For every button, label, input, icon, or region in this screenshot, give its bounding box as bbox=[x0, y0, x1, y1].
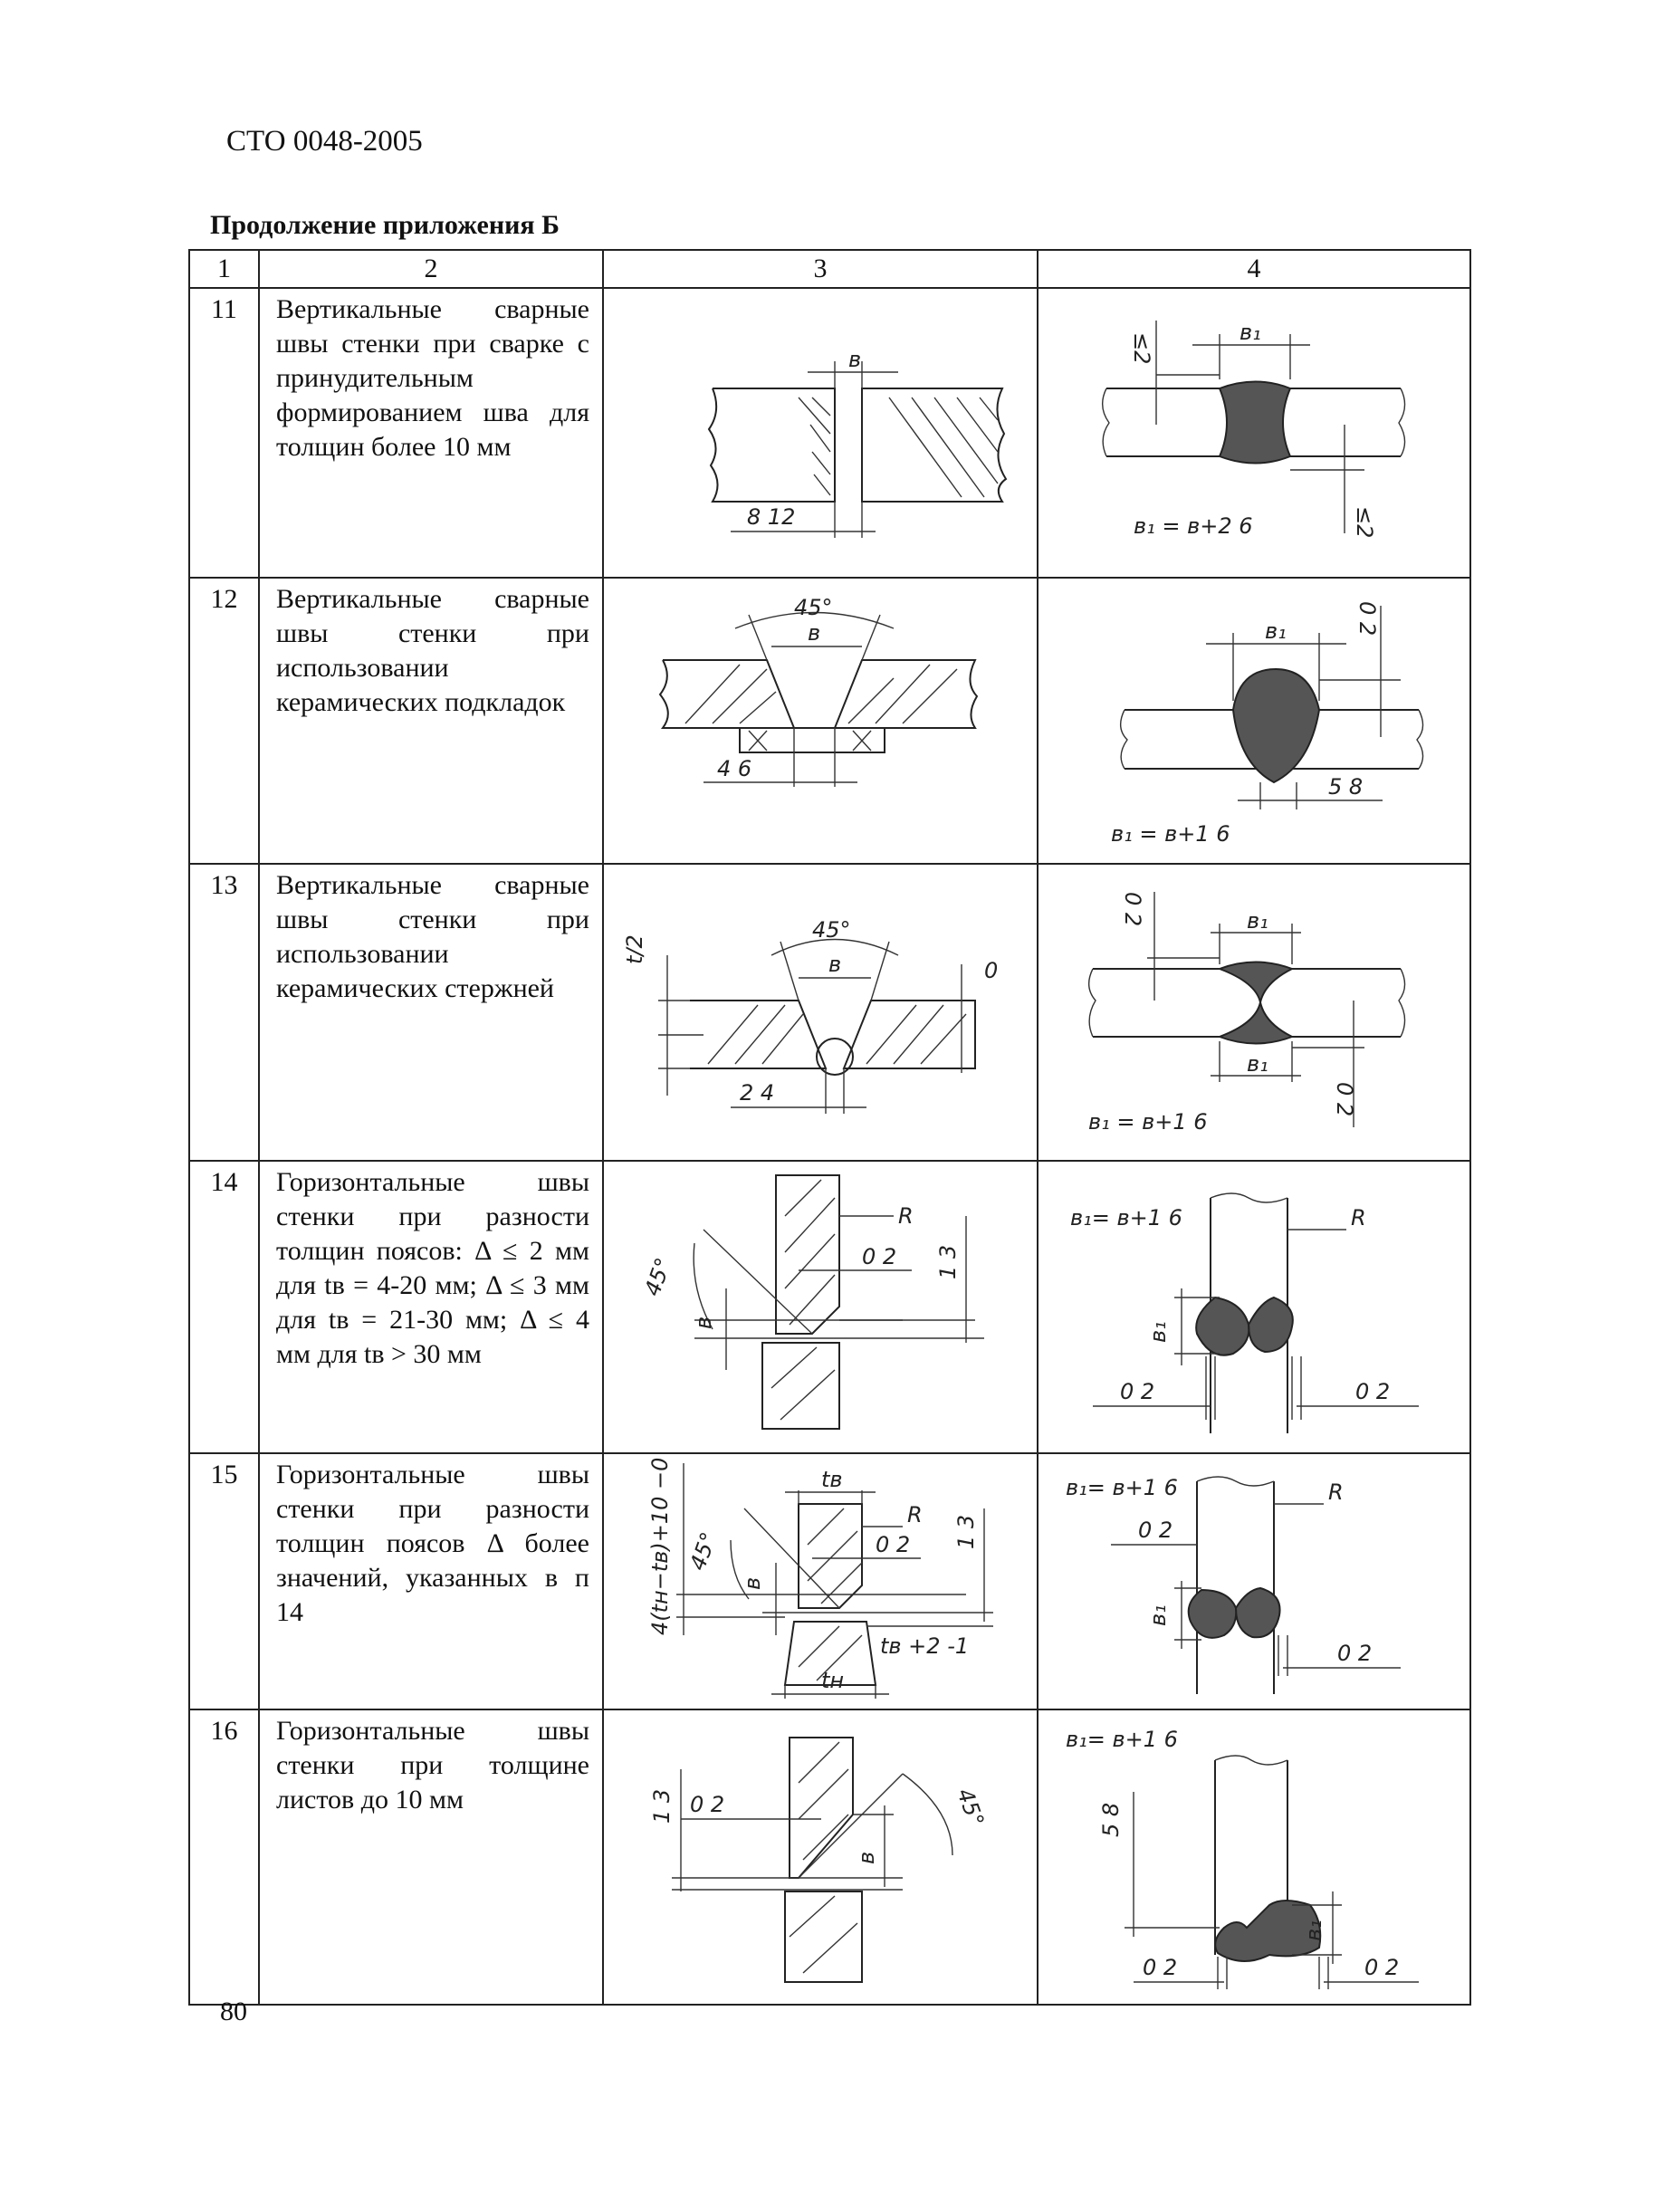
joint-drawing bbox=[603, 1161, 1038, 1453]
table-row bbox=[189, 1453, 1470, 1709]
dim-label: 45° bbox=[794, 595, 833, 620]
dim-label: R bbox=[1328, 1479, 1344, 1505]
dim-label: 45° bbox=[684, 1528, 723, 1575]
joint-drawing bbox=[603, 578, 1038, 864]
dim-label: 0 2 bbox=[876, 1532, 911, 1557]
weld-drawing bbox=[1038, 864, 1470, 1161]
table-row bbox=[189, 864, 1470, 1161]
dim-label: t/2 bbox=[622, 934, 647, 964]
row-number: 11 bbox=[189, 288, 259, 578]
dim-label: в bbox=[740, 1576, 765, 1590]
dim-label: в₁ bbox=[1145, 1321, 1171, 1343]
dim-label: tв bbox=[821, 1467, 843, 1492]
dim-label: 45° bbox=[639, 1254, 677, 1300]
weld-drawing bbox=[1038, 1709, 1470, 2005]
row-description: Горизонтальные швы стенки при разности толщин поясов: Δ ≤ 2 мм для tв = 4-20 мм; Δ ≤ 3 мм для tв = 21-30 мм; Δ ≤ 4 мм для tв > 30 мм bbox=[259, 1161, 603, 1453]
dim-label: 0 2 bbox=[1120, 892, 1145, 927]
column-header: 3 bbox=[603, 250, 1038, 288]
table-row bbox=[189, 1161, 1470, 1453]
dim-label: ≤2 bbox=[1129, 332, 1154, 365]
page-number: 80 bbox=[220, 1997, 247, 2026]
dim-label: ≤2 bbox=[1352, 506, 1377, 539]
column-header: 2 bbox=[259, 250, 603, 288]
column-header: 4 bbox=[1038, 250, 1470, 288]
dim-label: в bbox=[828, 952, 842, 977]
row-description: Горизонтальные швы стенки при толщине листов до 10 мм bbox=[259, 1709, 603, 2005]
dim-label: R bbox=[898, 1203, 914, 1229]
dim-label: в bbox=[848, 347, 862, 372]
dim-label: 0 bbox=[984, 958, 999, 983]
dim-label: в₁ bbox=[1247, 908, 1268, 934]
formula-label: в₁= в+1 6 bbox=[1066, 1475, 1178, 1500]
row-description: Вертикальные сварные швы стенки при использовании керамических стержней bbox=[259, 864, 603, 1161]
joint-drawing bbox=[603, 1453, 1038, 1709]
dim-label: R bbox=[907, 1502, 923, 1527]
row-description: Вертикальные сварные швы стенки при использовании керамических подкладок bbox=[259, 578, 603, 864]
table-row bbox=[189, 288, 1470, 578]
dim-label: 0 2 bbox=[1332, 1082, 1357, 1117]
dim-label: 4 6 bbox=[717, 756, 752, 781]
dim-label: 45° bbox=[952, 1785, 990, 1831]
weld-drawing bbox=[1038, 1453, 1470, 1709]
table-row bbox=[189, 578, 1470, 864]
dim-label: в bbox=[808, 620, 821, 646]
joint-drawing bbox=[603, 1709, 1038, 2005]
column-header: 1 bbox=[189, 250, 259, 288]
formula-label: в₁= в+1 6 bbox=[1070, 1205, 1182, 1230]
section-title: Продолжение приложения Б bbox=[210, 210, 560, 240]
row-description: Вертикальные сварные швы стенки при сварке с принудительным формированием шва для толщин более 10 мм bbox=[259, 288, 603, 578]
row-number: 16 bbox=[189, 1709, 259, 2005]
row-number: 15 bbox=[189, 1453, 259, 1709]
dim-label: в₁ bbox=[1145, 1604, 1171, 1626]
dim-label: в bbox=[854, 1851, 879, 1864]
dim-label: в₁ bbox=[1247, 1051, 1268, 1077]
dim-label: 1 3 bbox=[649, 1788, 675, 1824]
dim-label: tн bbox=[821, 1668, 845, 1693]
row-number: 13 bbox=[189, 864, 259, 1161]
dim-label: в₁ bbox=[1265, 618, 1287, 644]
dim-label: tв +2 -1 bbox=[880, 1633, 970, 1659]
dim-label: 0 2 bbox=[1355, 1379, 1391, 1404]
dim-label: 0 2 bbox=[1337, 1641, 1373, 1666]
row-description: Горизонтальные швы стенки при разности толщин поясов Δ более значений, указанных в п 14 bbox=[259, 1453, 603, 1709]
formula-label: в₁= в+1 6 bbox=[1066, 1727, 1178, 1752]
table-row bbox=[189, 1709, 1470, 2005]
dim-label: R bbox=[1351, 1205, 1366, 1230]
table-header-row bbox=[189, 250, 1470, 288]
dim-label: в₁ bbox=[1301, 1920, 1326, 1941]
dim-label: 0 2 bbox=[1120, 1379, 1155, 1404]
dim-label: в₁ bbox=[1240, 320, 1261, 345]
dim-label: 4(tн−tв)+10 −0 bbox=[647, 1457, 673, 1635]
weld-drawing bbox=[1038, 578, 1470, 864]
dim-label: в bbox=[691, 1316, 716, 1329]
dim-label: 0 2 bbox=[690, 1792, 725, 1817]
dim-label: 5 8 bbox=[1328, 774, 1364, 800]
weld-spec-table bbox=[188, 249, 1471, 2006]
dim-label: 8 12 bbox=[747, 504, 796, 530]
dim-label: 0 2 bbox=[1138, 1518, 1173, 1543]
formula-label: в₁ = в+1 6 bbox=[1111, 821, 1230, 847]
row-number: 14 bbox=[189, 1161, 259, 1453]
formula-label: в₁ = в+1 6 bbox=[1088, 1109, 1208, 1135]
weld-drawing bbox=[1038, 1161, 1470, 1453]
dim-label: 0 2 bbox=[1354, 601, 1380, 637]
dim-label: 0 2 bbox=[1364, 1955, 1400, 1980]
document-code: СТО 0048-2005 bbox=[226, 125, 423, 158]
dim-label: 1 3 bbox=[953, 1514, 979, 1549]
dim-label: 5 8 bbox=[1098, 1802, 1124, 1837]
dim-label: 2 4 bbox=[740, 1080, 775, 1106]
dim-label: 0 2 bbox=[862, 1244, 897, 1269]
joint-drawing bbox=[603, 288, 1038, 578]
weld-drawing bbox=[1038, 288, 1470, 578]
formula-label: в₁ = в+2 6 bbox=[1134, 513, 1253, 539]
joint-drawing bbox=[603, 864, 1038, 1161]
dim-label: 45° bbox=[812, 917, 851, 943]
dim-label: 1 3 bbox=[935, 1244, 961, 1279]
dim-label: 0 2 bbox=[1143, 1955, 1178, 1980]
row-number: 12 bbox=[189, 578, 259, 864]
